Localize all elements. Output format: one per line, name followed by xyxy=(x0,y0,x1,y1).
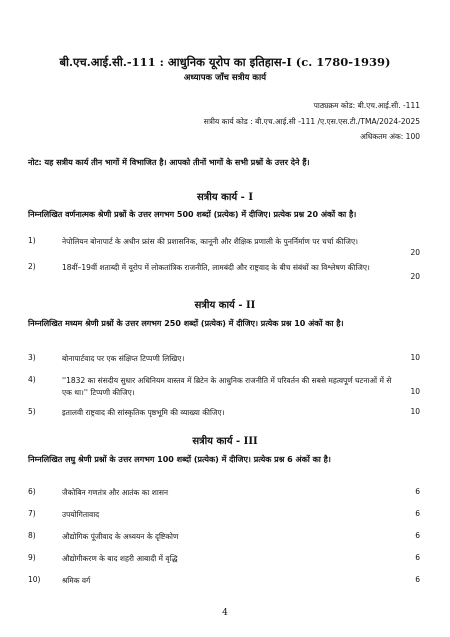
question-number: 1) xyxy=(28,236,36,245)
question-number: 8) xyxy=(28,531,36,540)
document-title: बी.एच.आई.सी.-111 : आधुनिक यूरोप का इतिहास-I (c. 1780-1939) xyxy=(59,55,391,69)
question-marks: 6 xyxy=(415,553,420,562)
assignment-code: सत्रीय कार्य कोड : बी.एच.आई.सी -111 /ए.एस.एस.टी./TMA/2024-2025 xyxy=(203,117,420,126)
question-text: ''1832 का संसदीय सुधार अधिनियम वास्तव में ब्रिटेन के आधुनिक राजनीति में परिवर्तन की सबसे महत्वपूर्ण घटनाओं में से एक था।'' टिप्पणी कीजिए। xyxy=(62,376,392,397)
question-number: 5) xyxy=(28,407,36,416)
question-marks: 6 xyxy=(415,531,420,540)
max-marks: अधिकतम अंक: 100 xyxy=(360,132,420,141)
section-heading-3: सत्रीय कार्य - III xyxy=(192,436,258,447)
section-instruction-3: निम्नलिखित लघु श्रेणी प्रश्नों के उत्तर लगभग 100 शब्दों (प्रत्येक) में दीजिए। प्रत्येक प्रश्न 6 अंकों का है। xyxy=(28,455,331,464)
question-number: 4) xyxy=(28,375,36,384)
course-code: पाठ्यक्रम कोड: बी.एच.आई.सी. -111 xyxy=(313,101,420,110)
question-number: 10) xyxy=(28,575,41,584)
question-text: बोनापार्टवाद पर एक संक्षिप्त टिप्पणी लिखिए। xyxy=(62,354,185,363)
question-marks: 10 xyxy=(410,387,420,396)
section-instruction-2: निम्नलिखित मध्यम श्रेणी प्रश्नों के उत्तर लगभग 250 शब्दों (प्रत्येक) में दीजिए। प्रत्येक प्रश्न 10 अंकों का है। xyxy=(28,319,344,328)
question-number: 6) xyxy=(28,487,36,496)
question-text: औद्योगिक पूंजीवाद के अध्ययन के दृष्टिकोण xyxy=(62,532,179,541)
question-number: 2) xyxy=(28,262,36,271)
question-marks: 10 xyxy=(410,407,420,416)
question-marks: 6 xyxy=(415,575,420,584)
question-marks: 20 xyxy=(410,248,420,257)
question-text: नेपोलियन बोनापार्ट के अधीन फ्रांस की प्रशासनिक, कानूनी और शैक्षिक प्रणाली के पुनर्निर्माण पर चर्चा कीजिए। xyxy=(62,237,358,246)
question-text: जैकोबिन गणतंत्र और आतंक का शासन xyxy=(62,488,169,497)
question-text: इतालवी राष्ट्रवाद की सांस्कृतिक पृष्ठभूमि की व्याख्या कीजिए। xyxy=(62,408,225,417)
section-heading-1: सत्रीय कार्य - I xyxy=(196,192,253,203)
section-heading-2: सत्रीय कार्य - II xyxy=(194,300,256,311)
question-marks: 6 xyxy=(415,487,420,496)
page-number: 4 xyxy=(222,608,228,618)
question-marks: 10 xyxy=(410,353,420,362)
question-number: 7) xyxy=(28,509,36,518)
question-number: 3) xyxy=(28,353,36,362)
question-marks: 6 xyxy=(415,509,420,518)
instructions-note: नोट: यह सत्रीय कार्य तीन भागों में विभाजित है। आपको तीनों भागों के सभी प्रश्नों के उत्तर देने हैं। xyxy=(28,158,310,167)
section-instruction-1: निम्नलिखित वर्णनात्मक श्रेणी प्रश्नों के उत्तर लगभग 500 शब्दों (प्रत्येक) में दीजिए। प्रत्येक प्रश्न 20 अंकों का है। xyxy=(28,210,357,219)
document-subtitle: अध्यापक जाँच सत्रीय कार्य xyxy=(183,73,267,83)
question-text: औद्योगीकरण के बाद शहरी आबादी में वृद्धि xyxy=(62,554,178,563)
question-text: उपयोगितावाद xyxy=(62,510,100,519)
question-marks: 20 xyxy=(410,272,420,281)
question-number: 9) xyxy=(28,553,36,562)
question-text: श्रमिक वर्ग xyxy=(62,576,91,585)
question-text: 18वीं–19वीं शताब्दी में यूरोप में लोकतांत्रिक राजनीति, लामबंदी और राष्ट्रवाद के बीच संबंधों का विश्लेषण कीजिए। xyxy=(62,263,370,272)
